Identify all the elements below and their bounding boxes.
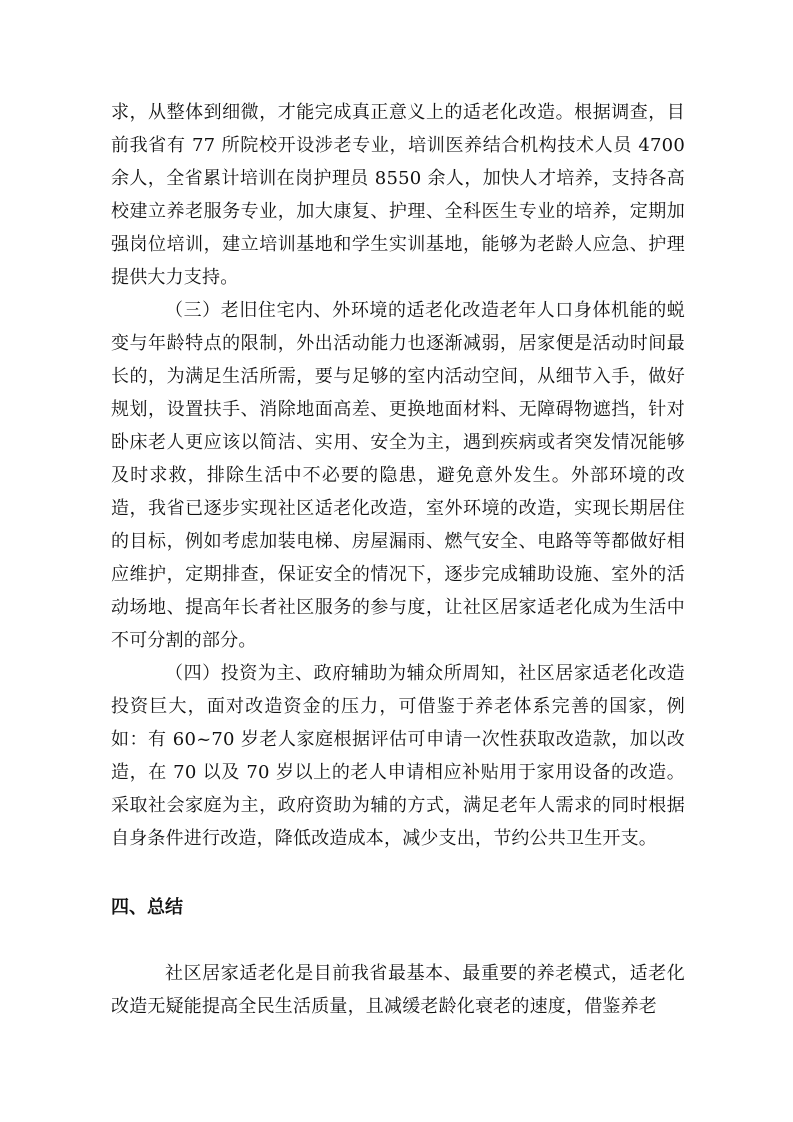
paragraph-investment: （四）投资为主、政府辅助为辅众所周知，社区居家适老化改造投资巨大，面对改造资金的压力，可借鉴于养老体系完善的国家，例如：有 60~70 岁老人家庭根据评估可申请一次性获取改造款，加以改造，在 70 以及 70 岁以上的老人申请相应补贴用于家用设备的改造。采取社会家庭为主，政府资助为辅的方式，满足老年人需求的同时根据自身条件进行改造，降低改造成本，减少支出，节约公共卫生开支。 (111, 663, 685, 849)
paragraph-training: 求，从整体到细微，才能完成真正意义上的适老化改造。根据调查，目前我省有 77 所院校开设涉老专业，培训医养结合机构技术人员 4700 余人，全省累计培训在岗护理员 8550 余人，加快人才培养，支持各高校建立养老服务专业，加大康复、护理、全科医生专业的培养，定期加强岗位培训，建立培训基地和学生实训基地，能够为老龄人应急、护理提供大力支持。 (111, 102, 685, 288)
paragraph-housing-environment: （三）老旧住宅内、外环境的适老化改造老年人口身体机能的蜕变与年龄特点的限制，外出活动能力也逐渐减弱，居家便是活动时间最长的，为满足生活所需，要与足够的室内活动空间，从细节入手，做好规划，设置扶手、消除地面高差、更换地面材料、无障碍物遮挡，针对卧床老人更应该以简洁、实用、安全为主，遇到疾病或者突发情况能够及时求救，排除生活中不必要的隐患，避免意外发生。外部环境的改造，我省已逐步实现社区适老化改造，室外环境的改造，实现长期居住的目标，例如考虑加装电梯、房屋漏雨、燃气安全、电路等等都做好相应维护，定期排查，保证安全的情况下，逐步完成辅助设施、室外的活动场地、提高年长者社区服务的参与度，让社区居家适老化成为生活中不可分割的部分。 (111, 300, 685, 651)
section-heading-summary: 四、总结 (111, 897, 183, 918)
paragraph-summary: 社区居家适老化是目前我省最基本、最重要的养老模式，适老化改造无疑能提高全民生活质量，且减缓老龄化衰老的速度，借鉴养老 (111, 963, 685, 1017)
